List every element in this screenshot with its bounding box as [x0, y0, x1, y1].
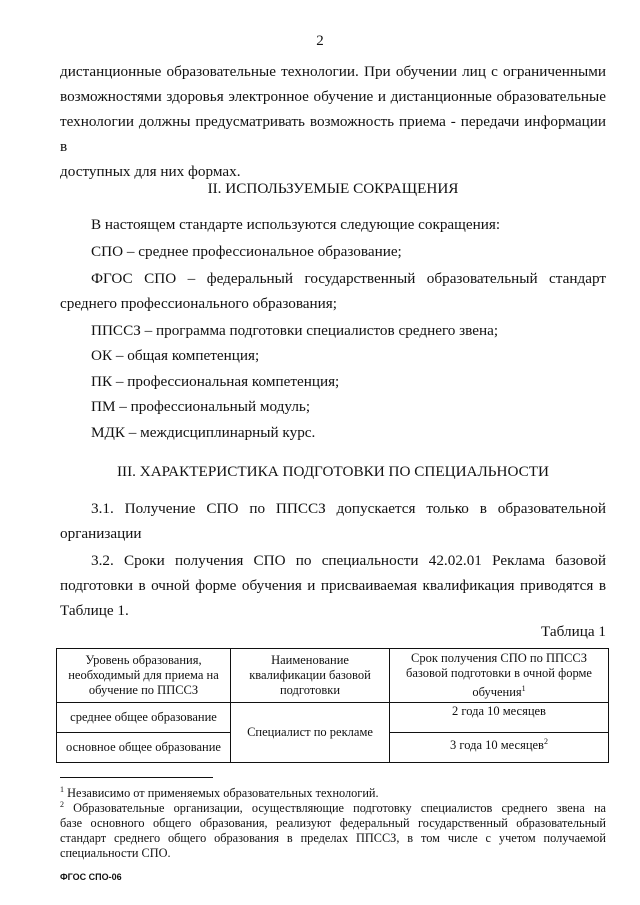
- footnote-ref-1: 1: [521, 683, 526, 693]
- table-caption: Таблица 1: [541, 623, 606, 640]
- abbr-ppssz: ППССЗ – программа подготовки специалистов среднего звена;: [91, 322, 499, 339]
- header-duration-text: Срок получения СПО по ППССЗ базовой подготовки в очной форме обучения: [406, 650, 592, 700]
- table-header-row: [57, 649, 609, 703]
- intro-line: технологии должны предусматривать возможность приема - передачи информации в: [60, 113, 606, 155]
- header-level: Уровень образования, необходимый для приема на обучение по ППССЗ: [57, 649, 231, 703]
- paragraph-3-1-line1: 3.1. Получение СПО по ППССЗ допускается только в образовательной: [91, 500, 606, 517]
- paragraph-3-2-line3: Таблице 1.: [60, 602, 129, 619]
- paragraph-3-2-line1: 3.2. Сроки получения СПО по специальности 42.02.01 Реклама базовой: [91, 552, 606, 569]
- footnote-2: [60, 797, 606, 861]
- intro-paragraph: [60, 59, 606, 184]
- page-number: 2: [316, 33, 324, 49]
- paragraph-3-1: [60, 496, 606, 546]
- footnote-ref-2: 2: [543, 737, 548, 746]
- row-duration: [390, 733, 609, 763]
- footnote-2-line3: стандарт среднего общего образования в пределах ППССЗ, в том числе с учетом получаемой: [60, 831, 606, 846]
- abbreviations-lead: В настоящем стандарте используются следующие сокращения:: [91, 216, 501, 233]
- intro-line: доступных для них формах.: [60, 163, 241, 180]
- footnote-2-line1: [60, 797, 606, 816]
- abbr-fgos-line1: ФГОС СПО – федеральный государственный образовательный стандарт: [91, 270, 606, 287]
- footnote-2-line4: специальности СПО.: [60, 846, 171, 861]
- abbr-pk: ПК – профессиональная компетенция;: [91, 373, 340, 390]
- intro-line: дистанционные образовательные технологии. При обучении лиц с ограниченными: [60, 63, 606, 80]
- qualification-table: [56, 648, 609, 763]
- footnote-2-line2: базе основного общего образования, реализуют федеральный государственный образовательный: [60, 816, 606, 831]
- abbr-pm: ПМ – профессиональный модуль;: [91, 398, 311, 415]
- abbr-ok: ОК – общая компетенция;: [91, 347, 260, 364]
- paragraph-3-2-line2: подготовки в очной форме обучения и присваиваемая квалификация приводятся в: [60, 577, 606, 594]
- footnote-1-mark: 1: [60, 785, 64, 794]
- row-level: основное общее образование: [57, 733, 231, 763]
- abbr-spo: СПО – среднее профессиональное образование;: [91, 243, 402, 260]
- qualification-cell: Специалист по рекламе: [231, 703, 390, 763]
- footnote-2-line1-text: Образовательные организации, осуществляющие подготовку специалистов среднего звена на: [73, 801, 606, 816]
- footnote-2-mark: 2: [60, 800, 64, 809]
- row-level: среднее общее образование: [57, 703, 231, 733]
- paragraph-3-1-line2: организации: [60, 525, 142, 542]
- footnote-1-text: Независимо от применяемых образовательных технологий.: [67, 786, 379, 801]
- intro-line: возможностями здоровья электронное обучение и дистанционные образовательные: [60, 88, 606, 105]
- abbr-fgos-line2: среднего профессионального образования;: [60, 295, 337, 312]
- footnote-divider: [60, 777, 213, 778]
- abbr-mdk: МДК – междисциплинарный курс.: [91, 424, 316, 441]
- paragraph-3-2: [60, 548, 606, 623]
- header-duration: [390, 649, 609, 703]
- section-3-heading: III. ХАРАКТЕРИСТИКА ПОДГОТОВКИ ПО СПЕЦИАЛЬНОСТИ: [116, 463, 550, 480]
- header-qualification: Наименование квалификации базовой подготовки: [231, 649, 390, 703]
- row-duration: 2 года 10 месяцев: [390, 703, 609, 733]
- section-2-heading: II. ИСПОЛЬЗУЕМЫЕ СОКРАЩЕНИЯ: [207, 180, 459, 197]
- table-row: [57, 703, 609, 733]
- footer-code: ФГОС СПО-06: [60, 872, 122, 882]
- row-duration-text: 3 года 10 месяцев: [450, 738, 544, 753]
- abbr-fgos: [60, 266, 606, 316]
